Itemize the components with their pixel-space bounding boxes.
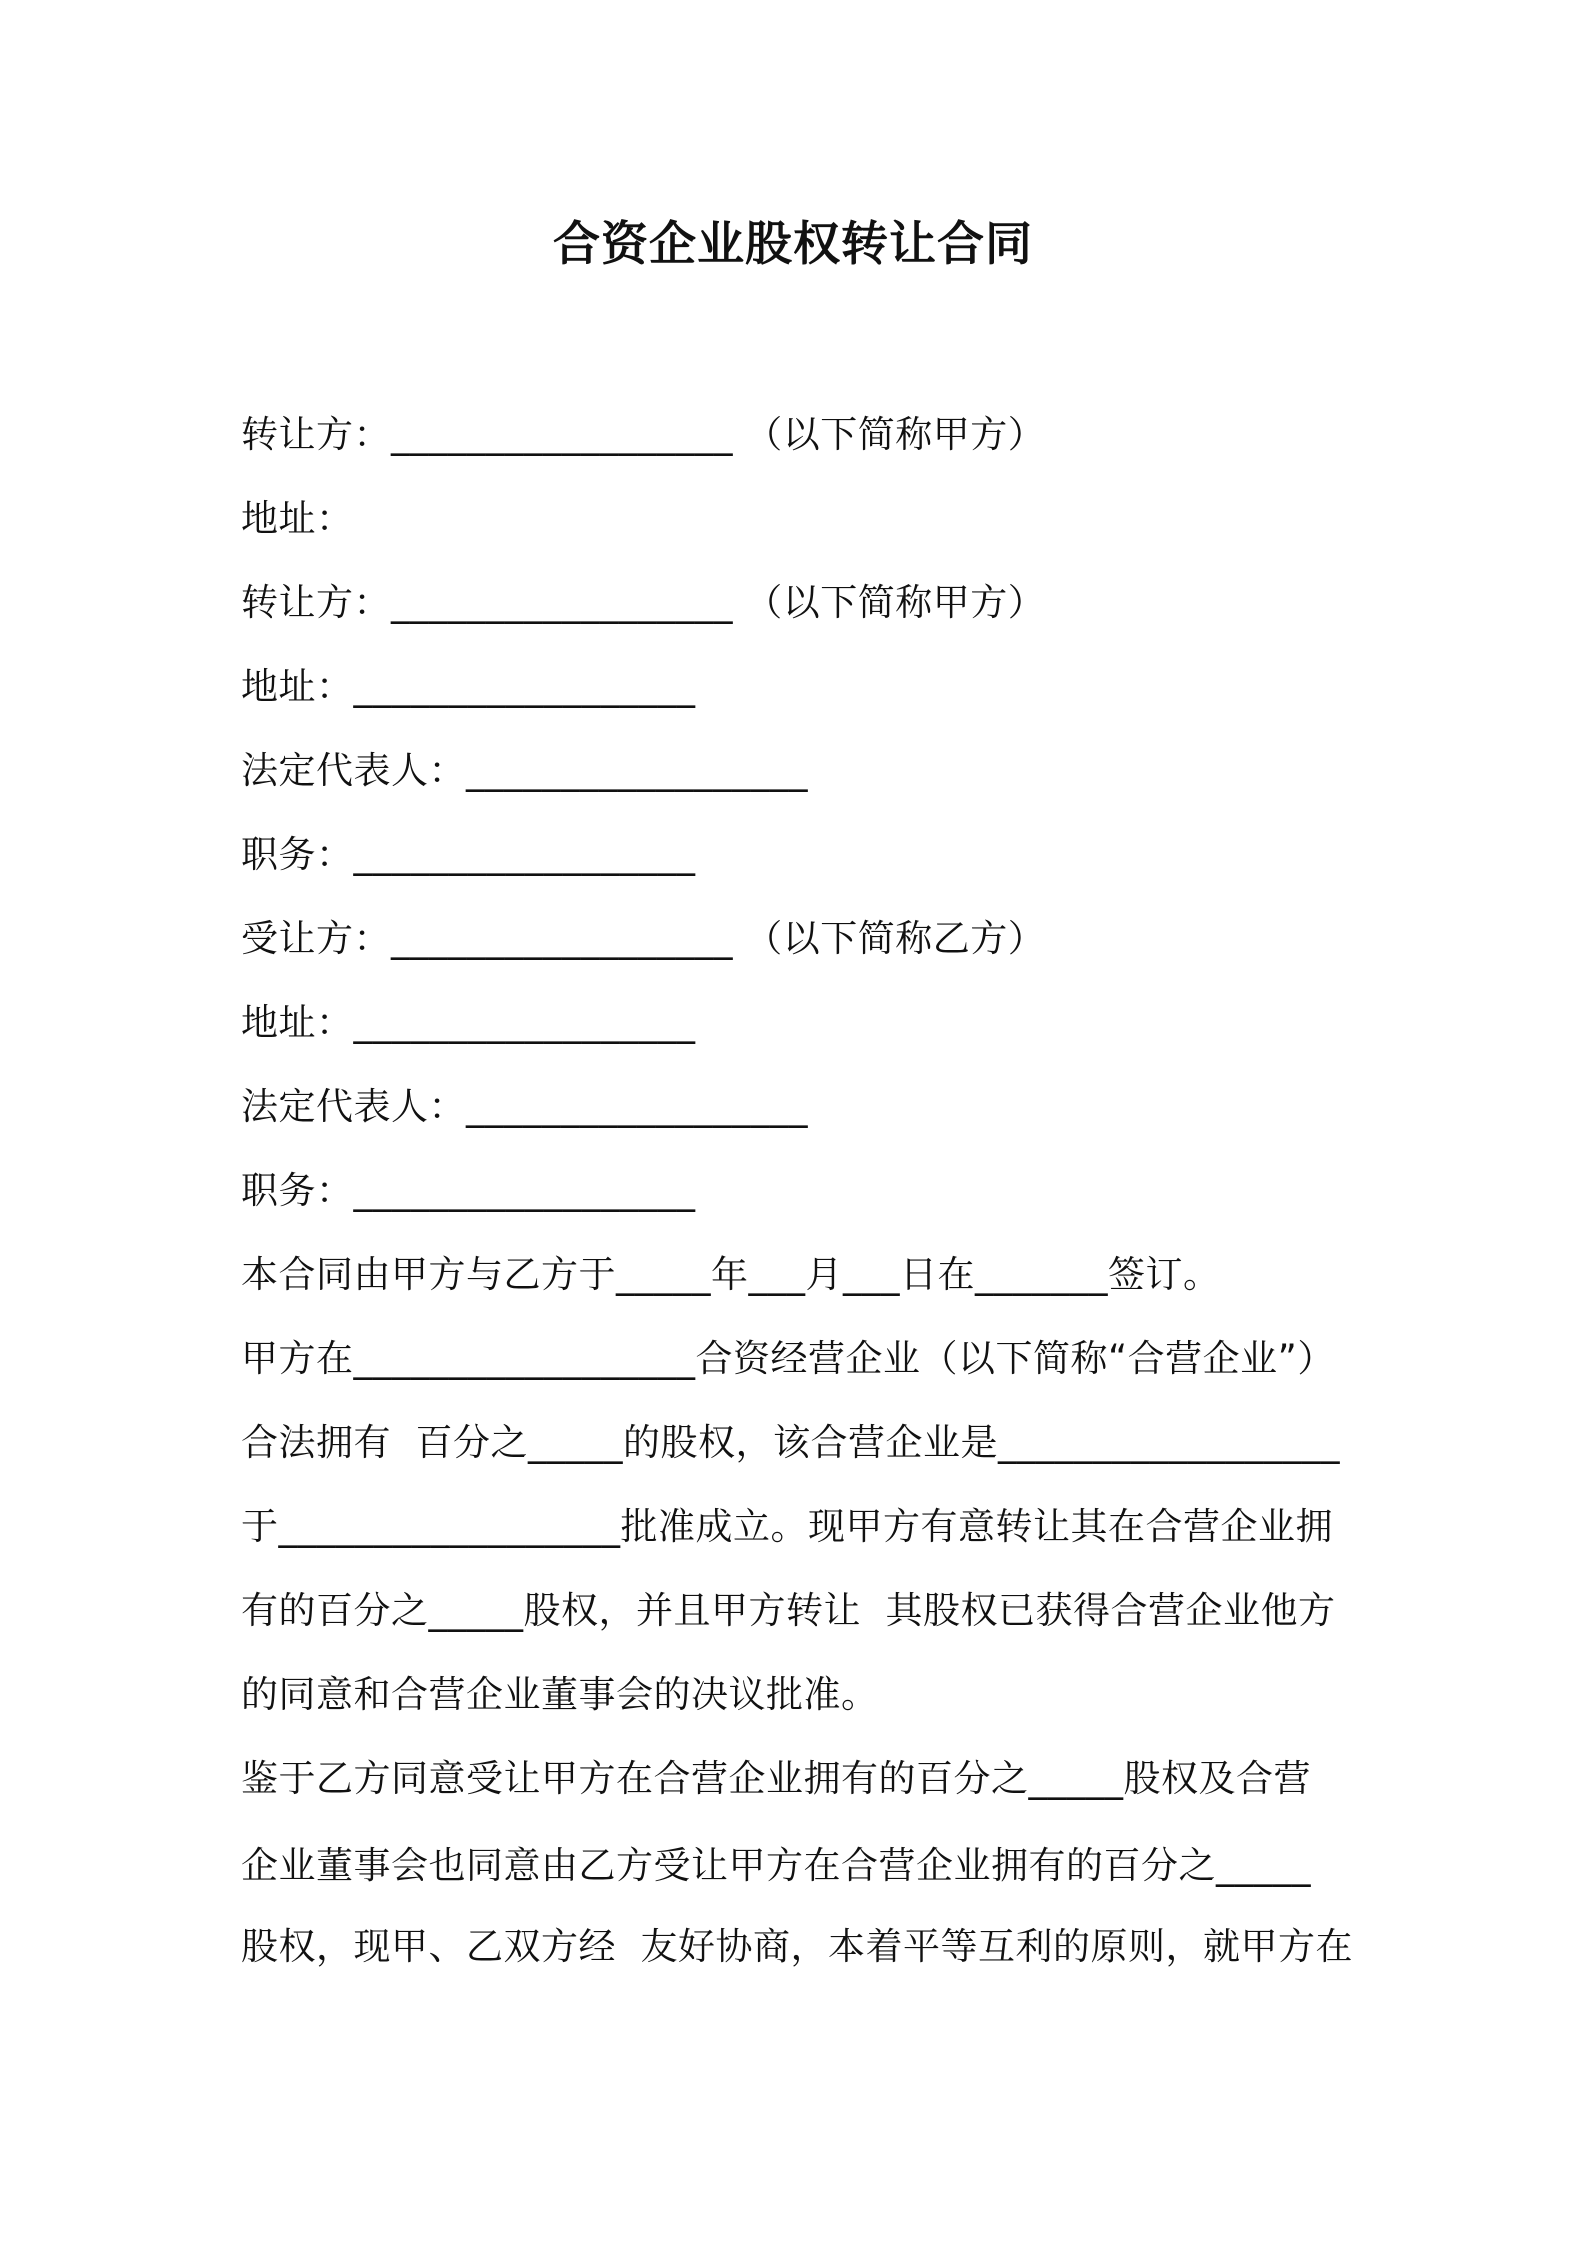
transferor-line-2: 转让方：__________________ （以下简称甲方） (241, 581, 1046, 624)
transferee-position-line: 职务：__________________ (241, 1169, 696, 1212)
recital-paragraph-line: 鉴于乙方同意受让甲方在合营企业拥有的百分之_____股权及合营 (241, 1757, 1311, 1800)
transferor-legal-rep-line: 法定代表人：__________________ (241, 749, 808, 792)
body-paragraph-line: 有的百分之_____股权，并且甲方转让 其股权已获得合营企业他方 (241, 1589, 1336, 1632)
transferee-legal-rep-line: 法定代表人：__________________ (241, 1085, 808, 1128)
body-paragraph-line: 的同意和合营企业董事会的决议批准。 (241, 1673, 879, 1716)
body-paragraph-line: 甲方在__________________合资经营企业（以下简称“合营企业”） (241, 1337, 1335, 1380)
body-paragraph-line: 合法拥有 百分之_____的股权，该合营企业是__________________ (241, 1421, 1341, 1464)
recital-paragraph-line: 企业董事会也同意由乙方受让甲方在合营企业拥有的百分之_____ (241, 1844, 1311, 1887)
document-title: 合资企业股权转让合同 (553, 217, 1033, 272)
signing-date-line: 本合同由甲方与乙方于_____年___月___日在_______签订。 (241, 1253, 1221, 1296)
transferor-position-line: 职务：__________________ (241, 833, 696, 876)
recital-paragraph-line: 股权，现甲、乙双方经 友好协商，本着平等互利的原则，就甲方在 (241, 1925, 1354, 1968)
transferee-address-line: 地址：__________________ (241, 1001, 696, 1044)
transferor-address-line-2: 地址：__________________ (241, 665, 696, 708)
transferor-line: 转让方：__________________ （以下简称甲方） (241, 413, 1046, 456)
transferee-line: 受让方：__________________ （以下简称乙方） (241, 917, 1046, 960)
transferor-address-line: 地址： (241, 497, 354, 540)
body-paragraph-line: 于__________________批准成立。现甲方有意转让其在合营企业拥 (241, 1505, 1333, 1548)
